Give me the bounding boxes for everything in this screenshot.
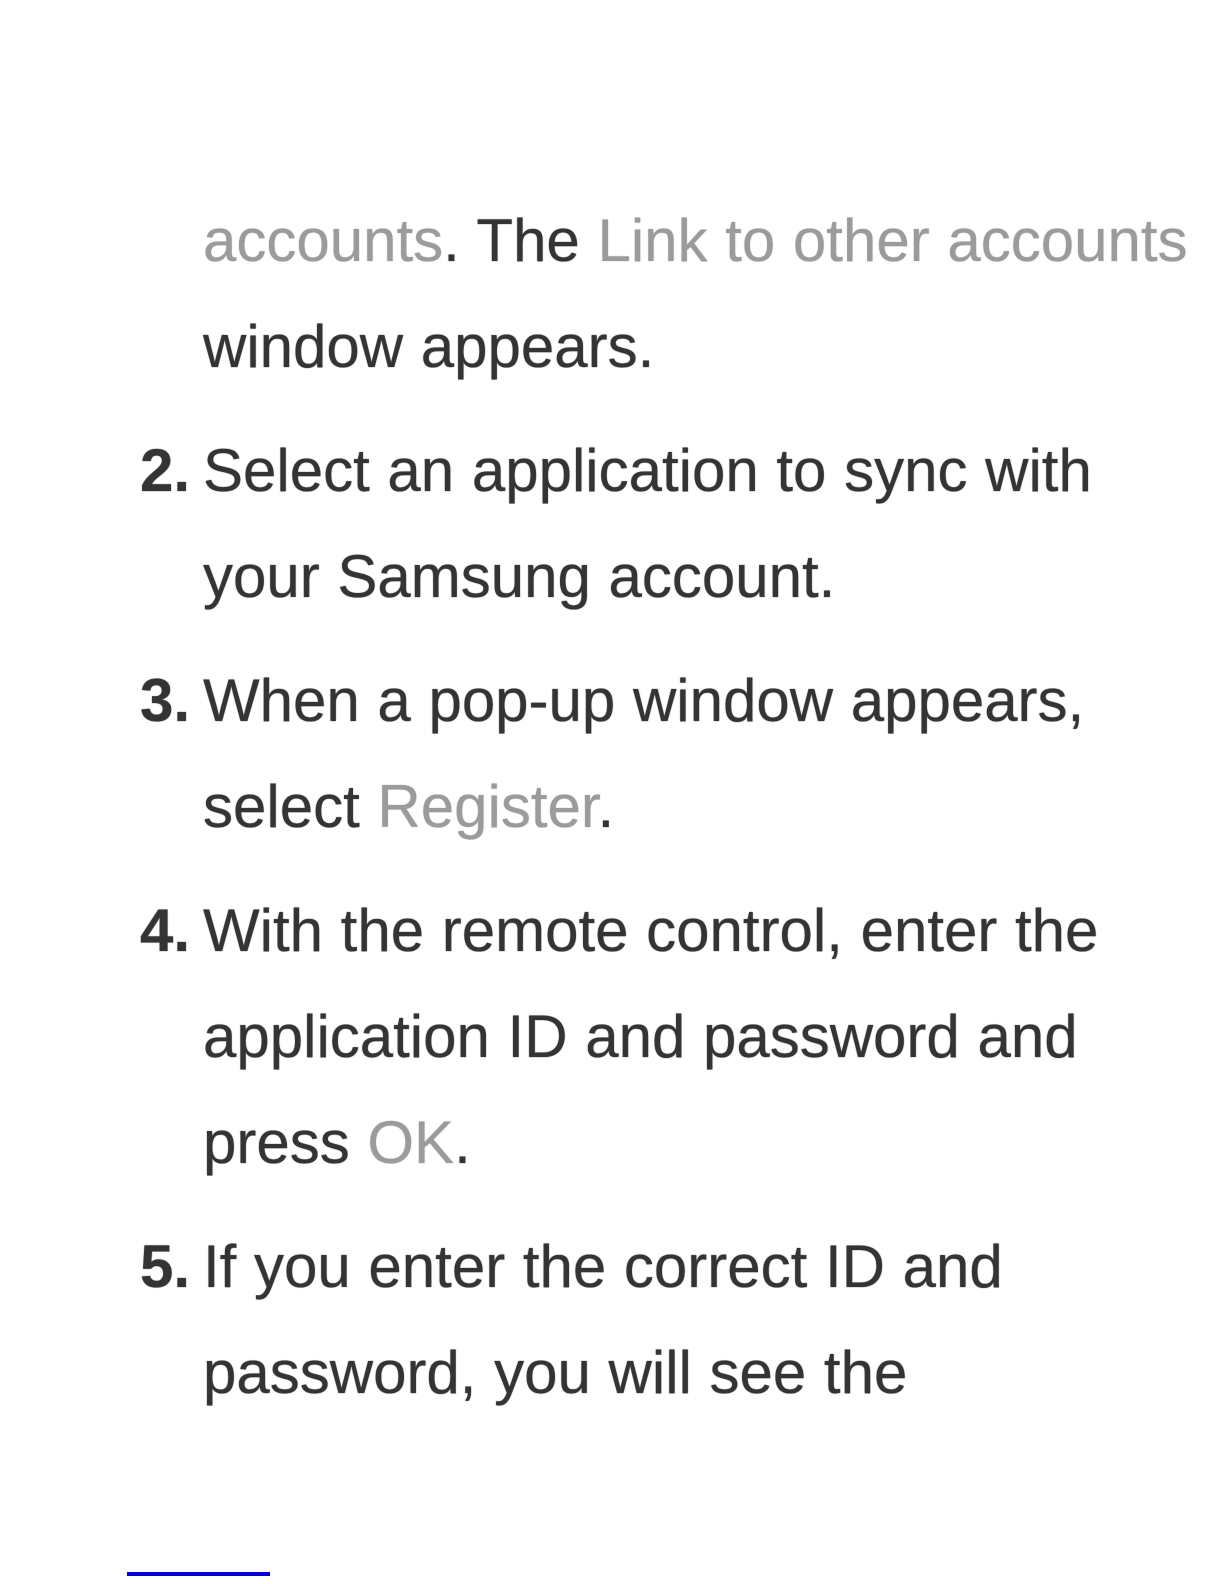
text-run: . (597, 773, 615, 840)
text-run: If you enter the correct ID and (203, 1233, 1003, 1300)
step-text (203, 878, 1194, 1196)
step-line (203, 1320, 1194, 1426)
link-underline[interactable] (127, 1572, 270, 1576)
text-run: . (454, 1109, 471, 1176)
step-line (203, 188, 1194, 294)
step-number: 2. (140, 437, 191, 504)
instruction-list (140, 188, 1194, 1444)
text-run: press (203, 1109, 368, 1176)
step-text (203, 1214, 1194, 1426)
text-run: Select an application to sync with (203, 437, 1092, 504)
text-run: When a pop-up window appears, (203, 667, 1085, 734)
ui-term: Link to other accounts (597, 207, 1188, 274)
step-line (203, 648, 1194, 754)
ui-term: Register (377, 773, 598, 840)
step-line (203, 984, 1194, 1090)
text-run: password, you will see the (203, 1339, 908, 1406)
text-run: your Samsung account. (203, 543, 836, 610)
step-line (203, 1090, 1194, 1196)
step-text (203, 188, 1194, 400)
text-run: . The (443, 207, 598, 274)
instruction-step (140, 648, 1194, 860)
text-run: With the remote control, enter the (203, 897, 1099, 964)
instruction-continuation (140, 188, 1194, 400)
ui-term: OK (367, 1109, 455, 1176)
step-line (203, 754, 1194, 860)
step-text (203, 418, 1194, 630)
instruction-step (140, 418, 1194, 630)
step-line (203, 294, 1194, 400)
instruction-step (140, 1214, 1194, 1426)
step-number: 3. (140, 667, 191, 734)
step-line (203, 1214, 1194, 1320)
step-number: 5. (140, 1233, 191, 1300)
step-number (140, 188, 203, 400)
step-line (203, 878, 1194, 984)
ui-term: accounts (203, 207, 444, 274)
text-run: window appears. (203, 313, 655, 380)
step-text (203, 648, 1194, 860)
text-run: select (203, 773, 378, 840)
step-line (203, 524, 1194, 630)
text-run: application ID and password and (203, 1003, 1078, 1070)
step-line (203, 418, 1194, 524)
step-number: 4. (140, 897, 191, 964)
instruction-step (140, 878, 1194, 1196)
